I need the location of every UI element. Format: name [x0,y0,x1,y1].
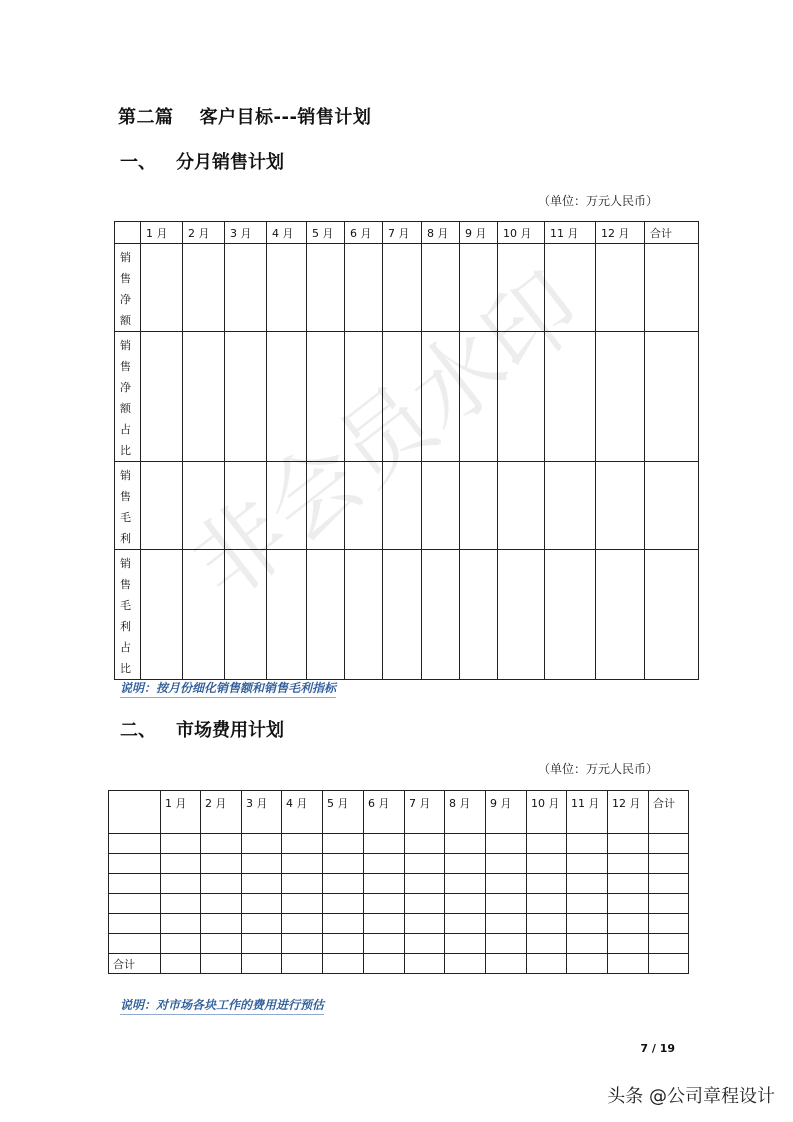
table-cell [460,244,498,332]
table-row [115,332,699,462]
table-cell [567,894,608,914]
table-cell [649,934,689,954]
table-cell [242,854,282,874]
table-cell [486,934,527,954]
table-cell [486,874,527,894]
table-header-row [115,222,699,244]
column-header: 8 月 [422,222,460,244]
section2-number: 二、 [120,720,156,741]
table-cell [282,954,323,974]
table-cell [645,244,699,332]
table-cell [645,332,699,462]
row-label-text: 销售毛利占比 [120,557,131,675]
table-cell [567,914,608,934]
table-cell [608,874,649,894]
table-cell [282,934,323,954]
table-cell [460,332,498,462]
table-cell [364,854,405,874]
table-cell [608,894,649,914]
table-cell [161,854,201,874]
table-row [115,550,699,680]
table-cell [307,462,345,550]
table-cell [422,332,460,462]
table-cell [323,934,364,954]
table-cell [267,244,307,332]
table-cell [225,550,267,680]
table-cell [383,332,422,462]
column-header: 10 月 [527,791,567,834]
table-row [109,934,689,954]
table-cell [267,332,307,462]
table-cell [282,854,323,874]
table-row [115,462,699,550]
section2-title-text: 市场费用计划 [176,720,284,741]
table-cell [527,954,567,974]
column-header: 7 月 [383,222,422,244]
table-cell [267,462,307,550]
table-cell [161,834,201,854]
table-cell [109,834,161,854]
table-cell [364,874,405,894]
column-header: 5 月 [307,222,345,244]
table-cell [445,954,486,974]
table-cell [183,462,225,550]
corner-cell [115,222,141,244]
table-cell [345,244,383,332]
table-cell [405,834,445,854]
table-cell [608,834,649,854]
column-header: 3 月 [242,791,282,834]
column-header: 10 月 [498,222,545,244]
table-cell [545,332,596,462]
monthly-sales-table [114,221,699,680]
table-cell [225,244,267,332]
table-cell [109,914,161,934]
column-header: 2 月 [183,222,225,244]
table-cell [161,874,201,894]
table-cell [486,894,527,914]
column-header: 4 月 [267,222,307,244]
section1-number: 一、 [120,152,156,173]
table-cell [161,934,201,954]
table-cell [109,854,161,874]
section2-unit: （单位：万元人民币） [538,762,659,776]
table-cell [201,934,242,954]
table-cell [405,874,445,894]
table-cell [405,954,445,974]
column-header: 5 月 [323,791,364,834]
column-header: 2 月 [201,791,242,834]
column-header: 6 月 [345,222,383,244]
table-cell [201,874,242,894]
table-cell [498,462,545,550]
table-cell [345,550,383,680]
table-cell [109,874,161,894]
table-row [109,854,689,874]
table-cell [527,854,567,874]
table-row [115,244,699,332]
table-cell [567,934,608,954]
part-title-text: 客户目标---销售计划 [199,107,372,128]
table-cell [486,854,527,874]
table-cell [307,244,345,332]
table-cell [323,954,364,974]
section2-note: 说明：对市场各块工作的费用进行预估 [120,996,324,1015]
table-cell [161,954,201,974]
table-cell [486,954,527,974]
table-cell [242,934,282,954]
corner-cell [109,791,161,834]
table-cell [307,550,345,680]
section2-title [120,716,284,742]
column-header: 合计 [645,222,699,244]
table-cell [201,894,242,914]
table-cell [141,550,183,680]
table-cell [307,332,345,462]
table-cell [498,550,545,680]
table-cell [383,244,422,332]
table-cell [608,934,649,954]
table-cell [445,874,486,894]
table-cell [445,934,486,954]
table-row [109,834,689,854]
table-cell [267,550,307,680]
row-label [115,462,141,550]
table-cell [201,834,242,854]
table-cell [545,244,596,332]
table-cell [383,550,422,680]
column-header: 1 月 [161,791,201,834]
column-header: 12 月 [608,791,649,834]
table-cell [567,834,608,854]
table-cell [161,894,201,914]
table-cell [422,550,460,680]
part-title [118,103,371,129]
column-header: 9 月 [460,222,498,244]
watermark: 非会员水印 [172,252,601,621]
table-cell [596,550,645,680]
table-cell [364,934,405,954]
table-row [109,914,689,934]
section1-unit: （单位：万元人民币） [538,194,659,208]
section1-note: 说明：按月份细化销售额和销售毛利指标 [120,679,336,698]
table-cell [225,332,267,462]
column-header: 合计 [649,791,689,834]
table-cell [323,854,364,874]
table-cell [445,854,486,874]
row-label [115,550,141,680]
table-cell [445,834,486,854]
table-cell [405,854,445,874]
table-cell [567,954,608,974]
table-cell [649,874,689,894]
table-cell [201,954,242,974]
table-cell [545,462,596,550]
table-cell [608,854,649,874]
table-header-row [109,791,689,834]
table-cell [323,914,364,934]
marketing-expense-table [108,790,689,974]
table-cell [141,244,183,332]
column-header: 9 月 [486,791,527,834]
table-cell [225,462,267,550]
table-cell [527,934,567,954]
table-cell [183,244,225,332]
table-cell [345,462,383,550]
table-cell [242,954,282,974]
column-header: 3 月 [225,222,267,244]
table-row [109,874,689,894]
table-cell [282,894,323,914]
table-cell [109,894,161,914]
table-cell [242,834,282,854]
column-header: 11 月 [545,222,596,244]
table-cell [364,914,405,934]
row-label-text: 销售毛利 [120,469,131,545]
table-cell [567,854,608,874]
table-cell [141,332,183,462]
table-cell [282,834,323,854]
table-cell [364,954,405,974]
table-cell [405,934,445,954]
column-header: 8 月 [445,791,486,834]
table-cell [445,894,486,914]
table-cell [242,874,282,894]
row-label [115,244,141,332]
table-cell [422,244,460,332]
table-cell [141,462,183,550]
table-cell [422,462,460,550]
table-cell [109,934,161,954]
table-cell [596,244,645,332]
table-cell [545,550,596,680]
table-cell [596,332,645,462]
row-label [115,332,141,462]
page-number: 7 / 19 [640,1042,675,1055]
table-cell [649,894,689,914]
column-header: 7 月 [405,791,445,834]
table-cell [486,914,527,934]
table-cell [161,914,201,934]
table-cell [282,914,323,934]
table-cell [645,550,699,680]
table-cell [364,834,405,854]
table-cell [486,834,527,854]
table-cell [498,332,545,462]
part-label: 第二篇 [118,107,174,128]
table-total-row [109,954,689,974]
column-header: 1 月 [141,222,183,244]
row-label-text: 销售净额占比 [120,339,131,457]
table-cell [567,874,608,894]
table-cell [460,462,498,550]
table-cell [649,854,689,874]
table-cell [645,462,699,550]
footer-attribution: 头条 @公司章程设计 [607,1086,775,1107]
total-label: 合计 [109,954,161,974]
section1-title [120,148,284,174]
table-cell [282,874,323,894]
table-cell [596,462,645,550]
table-cell [323,874,364,894]
table-cell [527,834,567,854]
table-row [109,894,689,914]
table-cell [649,834,689,854]
column-header: 11 月 [567,791,608,834]
table-cell [649,954,689,974]
table-cell [242,914,282,934]
table-cell [383,462,422,550]
column-header: 12 月 [596,222,645,244]
table-cell [242,894,282,914]
table-cell [460,550,498,680]
table-cell [608,914,649,934]
table-cell [527,874,567,894]
table-cell [323,834,364,854]
table-cell [345,332,383,462]
table-cell [405,894,445,914]
table-cell [323,894,364,914]
table-cell [498,244,545,332]
table-cell [445,914,486,934]
column-header: 6 月 [364,791,405,834]
column-header: 4 月 [282,791,323,834]
table-cell [201,914,242,934]
table-cell [364,894,405,914]
table-cell [201,854,242,874]
table-cell [405,914,445,934]
section1-title-text: 分月销售计划 [176,152,284,173]
table-cell [527,914,567,934]
row-label-text: 销售净额 [120,251,131,327]
table-cell [608,954,649,974]
table-cell [527,894,567,914]
table-cell [183,550,225,680]
table-cell [649,914,689,934]
table-cell [183,332,225,462]
